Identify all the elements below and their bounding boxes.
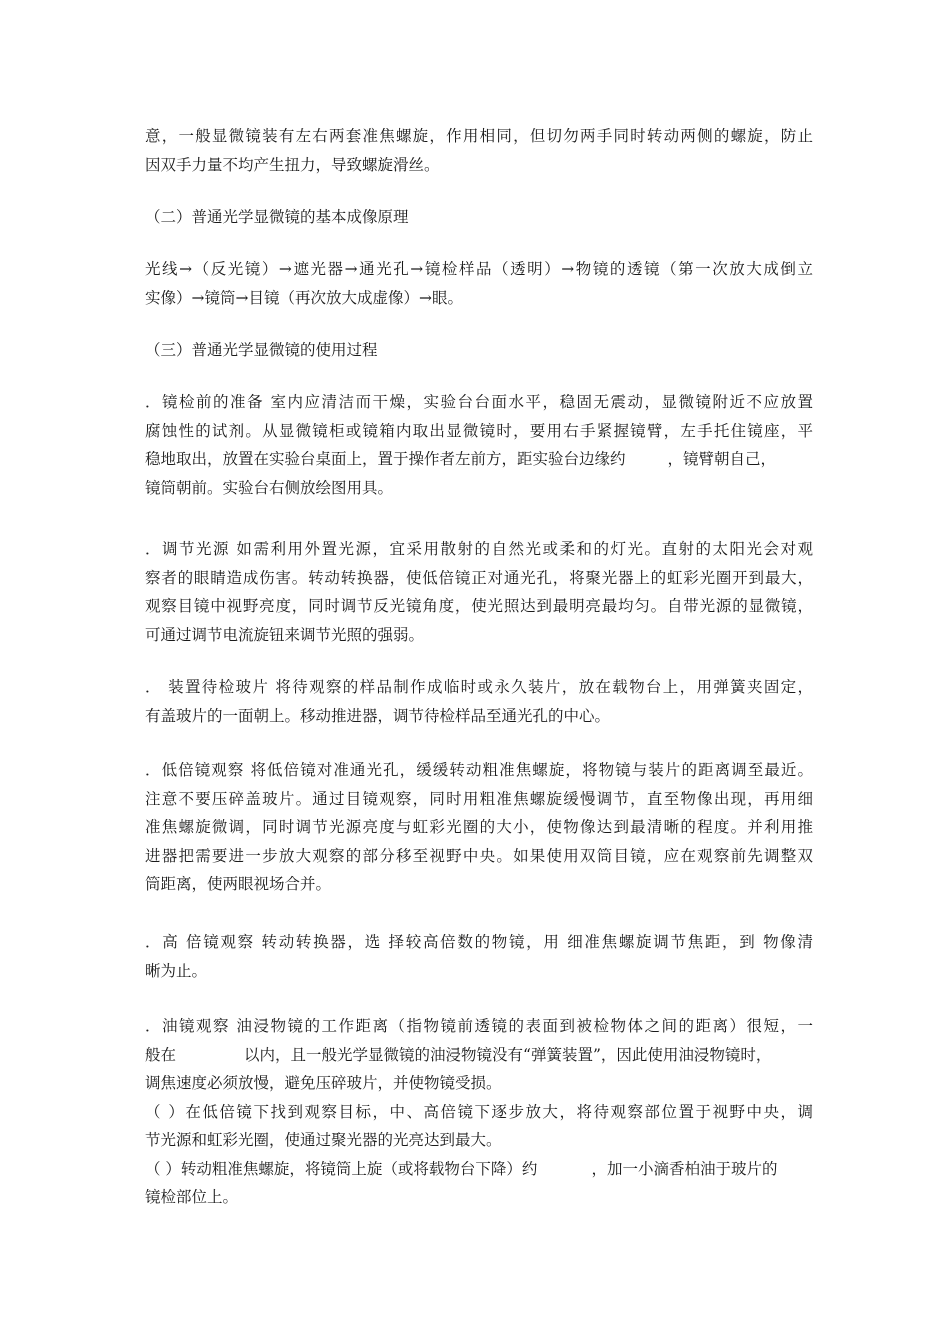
text-line <box>145 1041 813 1070</box>
text-line: 观察目镜中视野亮度，同时调节反光镜角度，使光照达到最明亮最均匀。自带光源的显微镜， <box>145 597 813 615</box>
text-line: 可通过调节电流旋钮来调节光照的强弱。 <box>145 625 425 644</box>
text-line: 节光源和虹彩光圈，使通过聚光器的光亮达到最大。 <box>145 1131 502 1149</box>
text-line: 进器把需要进一步放大观察的部分移至视野中央。如果使用双筒目镜，应在观察前先调整双 <box>145 846 813 865</box>
paragraph-focus-knobs <box>145 122 813 179</box>
text-line: ． 装置待检玻片 将待观察的样品制作成临时或永久装片，放在载物台上，用弹簧夹固定， <box>145 678 813 696</box>
paragraph-preparation <box>145 388 813 502</box>
text-line: 腐蚀性的试剂。从显微镜柜或镜箱内取出显微镜时，要用右手紧握镜臂，左手托住镜座，平 <box>145 421 813 440</box>
paragraph-low-power <box>145 756 813 899</box>
text-line: ．高 倍镜观察 转动转换器，选 择较高倍数的物镜，用 细准焦螺旋调节焦距，到 物像清 <box>145 933 813 951</box>
text-line: （ ）在低倍镜下找到观察目标，中、高倍镜下逐步放大，将待观察部位置于视野中央，调 <box>145 1102 813 1121</box>
text-line: 晰为止。 <box>145 961 208 980</box>
text-line: 注意不要压碎盖玻片。通过目镜观察，同时用粗准焦螺旋缓慢调节，直至物像出现，再用细 <box>145 789 813 808</box>
paragraph-light-source <box>145 535 813 649</box>
paragraph-light-path <box>145 255 813 312</box>
heading-usage-process <box>145 336 813 365</box>
paragraph-high-power <box>145 928 813 985</box>
paragraph-slide-mounting <box>145 673 813 730</box>
section-heading: （三）普通光学显微镜的使用过程 <box>145 341 378 359</box>
text-line: 镜检部位上。 <box>145 1188 239 1206</box>
text-line: ．调节光源 如需利用外置光源，宜采用散射的自然光或柔和的灯光。直射的太阳光会对观 <box>145 540 813 558</box>
heading-imaging-principle <box>145 203 813 232</box>
text-line <box>145 1155 813 1184</box>
text-line: 光线→（反光镜）→遮光器→通光孔→镜检样品（透明）→物镜的透镜（第一次放大成倒立 <box>145 260 813 278</box>
text-line: 有盖玻片的一面朝上。移动推进器，调节待检样品至通光孔的中心。 <box>145 706 611 725</box>
text-line: ．油镜观察 油浸物镜的工作距离（指物镜前透镜的表面到被检物体之间的距离）很短，一 <box>145 1017 813 1035</box>
text-fragment: 以内，且一般光学显微镜的油浸物镜没有“弹簧装置”，因此使用油浸物镜时， <box>244 1045 772 1064</box>
text-line <box>145 445 813 474</box>
section-heading: （二）普通光学显微镜的基本成像原理 <box>145 208 409 226</box>
text-fragment: （ ）转动粗准焦螺旋，将镜筒上旋（或将载物台下降）约 <box>145 1159 538 1178</box>
text-line: 因双手力量不均产生扭力，导致螺旋滑丝。 <box>145 155 440 174</box>
text-fragment: 般在 <box>145 1045 177 1064</box>
text-fragment: ，镜臂朝自己， <box>667 450 777 468</box>
text-line: ．低倍镜观察 将低倍镜对准通光孔，缓缓转动粗准焦螺旋，将物镜与装片的距离调至最近。 <box>145 761 813 779</box>
text-line: 意，一般显微镜装有左右两套准焦螺旋，作用相同，但切勿两手同时转动两侧的螺旋，防止 <box>145 127 813 145</box>
text-fragment: 稳地取出，放置在实验台桌面上，置于操作者左前方，距实验台边缘约 <box>145 450 626 468</box>
text-line: 镜筒朝前。实验台右侧放绘图用具。 <box>145 478 394 497</box>
text-fragment: ，加一小滴香柏油于玻片的 <box>591 1159 778 1178</box>
text-line: 筒距离，使两眼视场合并。 <box>145 875 332 893</box>
text-line: 实像）→镜筒→目镜（再次放大成虚像）→眼。 <box>145 288 463 307</box>
text-line: ．镜检前的准备 室内应清洁而干燥，实验台台面水平，稳固无震动，显微镜附近不应放置 <box>145 393 813 411</box>
paragraph-oil-immersion <box>145 1012 813 1212</box>
text-line: 准焦螺旋微调，同时调节光源亮度与虹彩光圈的大小，使物像达到最清晰的程度。并利用推 <box>145 818 813 836</box>
text-line: 察者的眼睛造成伤害。转动转换器，使低倍镜正对通光孔，将聚光器上的虹彩光圈开到最大， <box>145 568 813 587</box>
text-line: 调焦速度必须放慢，避免压碎玻片，并使物镜受损。 <box>145 1074 502 1092</box>
